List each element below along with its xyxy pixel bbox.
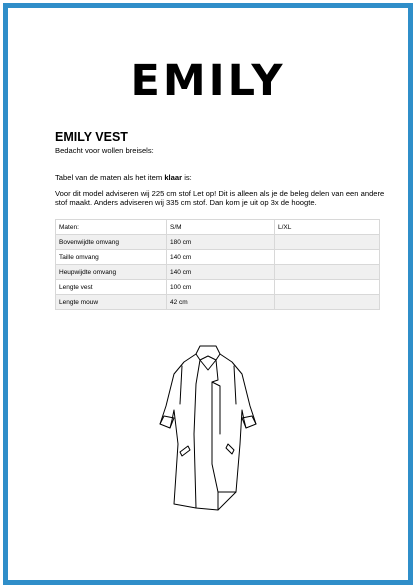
size-table [55, 219, 380, 310]
size-lxl-value [275, 280, 380, 295]
measure-label: Taille omvang [56, 250, 167, 265]
brand-logo: EMILY [130, 56, 286, 106]
coat-illustration [148, 344, 268, 518]
table-row [56, 280, 380, 295]
header-cell: L/XL [275, 220, 380, 235]
size-sm-value: 180 cm [167, 235, 275, 250]
size-lxl-value [275, 295, 380, 310]
size-sm-value: 140 cm [167, 250, 275, 265]
table-row [56, 250, 380, 265]
size-lxl-value [275, 250, 380, 265]
measure-label: Lengte mouw [56, 295, 167, 310]
table-intro [55, 173, 192, 182]
measure-label: Lengte vest [56, 280, 167, 295]
table-row [56, 295, 380, 310]
page-frame [3, 3, 413, 585]
product-title: EMILY VEST [55, 130, 128, 144]
size-sm-value: 140 cm [167, 265, 275, 280]
table-row [56, 235, 380, 250]
measure-label: Heupwijdte omvang [56, 265, 167, 280]
product-subtitle: Bedacht voor wollen breisels: [55, 146, 154, 155]
header-cell: Maten: [56, 220, 167, 235]
intro-suffix: is: [182, 173, 192, 182]
intro-emphasis: klaar [164, 173, 183, 182]
size-sm-value: 42 cm [167, 295, 275, 310]
size-lxl-value [275, 235, 380, 250]
measure-label: Bovenwijdte omvang [56, 235, 167, 250]
header-cell: S/M [167, 220, 275, 235]
intro-text: Tabel van de maten als het item [55, 173, 165, 182]
table-row [56, 265, 380, 280]
size-lxl-value [275, 265, 380, 280]
size-sm-value: 100 cm [167, 280, 275, 295]
fabric-advice: Voor dit model adviseren wij 225 cm stof Let op! Dit is alleen als je de beleg delen van een andere stof maakt. Anders adviseren wij 335 cm stof. Dan kom je uit op 3x de hoogte. [55, 189, 385, 207]
table-header-row [56, 220, 380, 235]
